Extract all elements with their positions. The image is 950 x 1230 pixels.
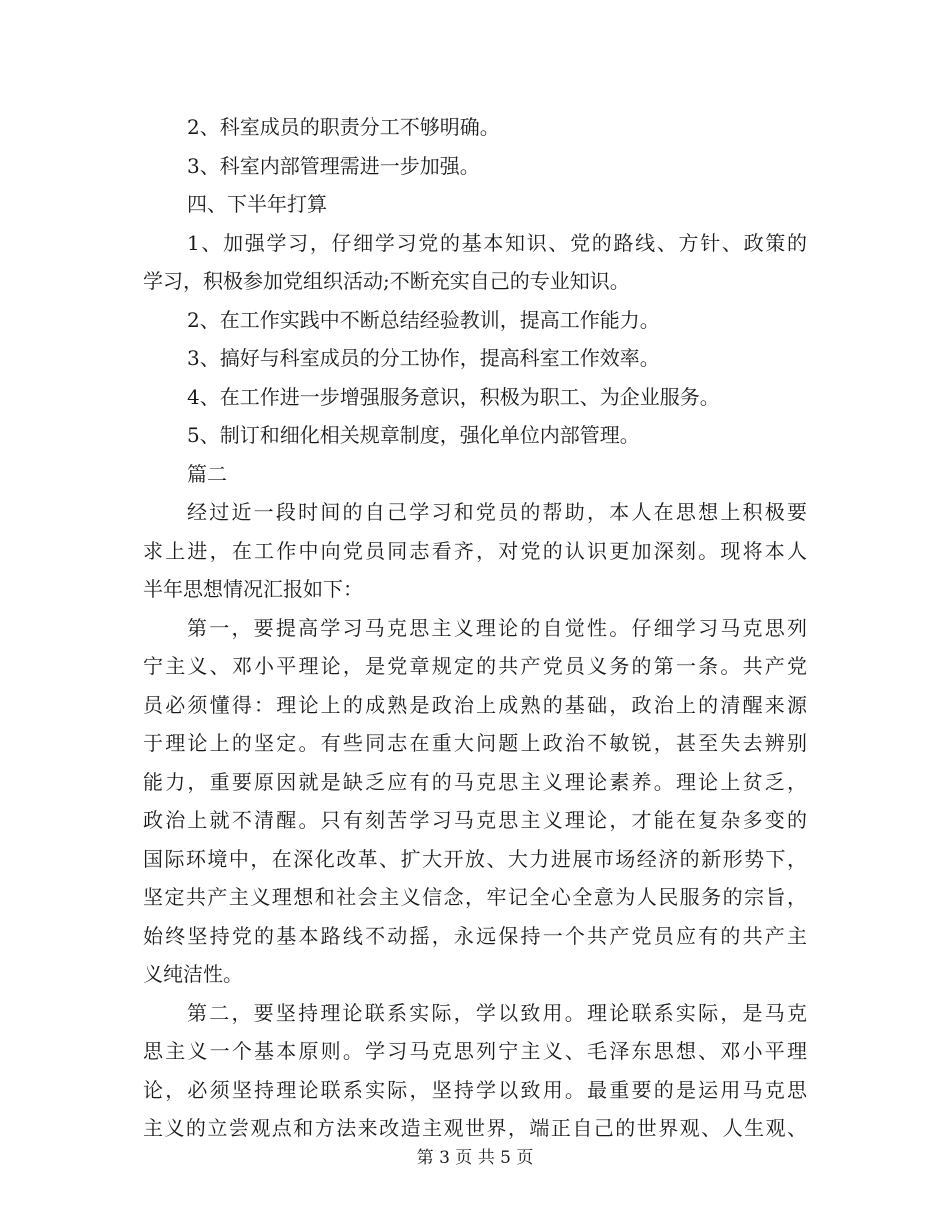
- text-line: 义纯洁性。: [143, 962, 243, 986]
- text-line: 经过近一段时间的自己学习和党员的帮助，本人在思想上积极要: [187, 500, 807, 524]
- text-line: 坚定共产主义理想和社会主义信念，牢记全心全意为人民服务的宗旨，: [143, 885, 807, 909]
- text-line: 学习，积极参加党组织活动;不断充实自己的专业知识。: [143, 269, 630, 293]
- text-line: 政治上就不清醒。只有刻苦学习马克思主义理论，才能在复杂多变的: [143, 808, 807, 832]
- text-line: 4、在工作进一步增强服务意识，积极为职工、为企业服务。: [187, 384, 720, 409]
- text-line: 第一，要提高学习马克思主义理论的自觉性。仔细学习马克思列: [187, 615, 807, 640]
- text-line: 宁主义、邓小平理论，是党章规定的共产党员义务的第一条。共产党: [143, 654, 807, 678]
- text-line: 始终坚持党的基本路线不动摇，永远保持一个共产党员应有的共产主: [143, 923, 807, 948]
- document-body: [143, 108, 807, 1148]
- text-line: 求上进，在工作中向党员同志看齐，对党的认识更加深刻。现将本人: [143, 538, 807, 563]
- text-line: 2、科室成员的职责分工不够明确。: [187, 115, 500, 139]
- text-line: 2、在工作实践中不断总结经验教训，提高工作能力。: [187, 307, 660, 332]
- text-line: 半年思想情况汇报如下：: [143, 577, 363, 601]
- text-line: 5、制订和细化相关规章制度，强化单位内部管理。: [187, 423, 640, 447]
- text-line: 思主义一个基本原则。学习马克思列宁主义、毛泽东思想、邓小平理: [143, 1039, 807, 1063]
- text-line: 能力，重要原因就是缺乏应有的马克思主义理论素养。理论上贫乏，: [143, 769, 807, 794]
- text-line: 主义的立尝观点和方法来改造主观世界，端正自己的世界观、人生观、: [143, 1116, 807, 1140]
- text-line: 四、下半年打算: [187, 192, 327, 216]
- text-line: 于理论上的坚定。有些同志在重大问题上政治不敏锐，甚至失去辨别: [143, 731, 807, 755]
- text-line: 篇二: [187, 461, 227, 486]
- text-line: 3、科室内部管理需进一步加强。: [187, 153, 480, 178]
- text-line: 论，必须坚持理论联系实际，坚持学以致用。最重要的是运用马克思: [143, 1077, 807, 1102]
- text-line: 国际环境中，在深化改革、扩大开放、大力进展市场经济的新形势下，: [143, 846, 807, 871]
- text-line: 员必须懂得：理论上的成熟是政治上成熟的基础，政治上的清醒来源: [143, 692, 807, 717]
- text-line: 1、加强学习，仔细学习党的基本知识、党的路线、方针、政策的: [187, 230, 807, 255]
- text-line: 3、搞好与科室成员的分工协作，提高科室工作效率。: [187, 346, 660, 370]
- text-line: 第二，要坚持理论联系实际，学以致用。理论联系实际，是马克: [187, 1000, 807, 1025]
- page-footer: 第 3 页 共 5 页: [416, 1148, 534, 1168]
